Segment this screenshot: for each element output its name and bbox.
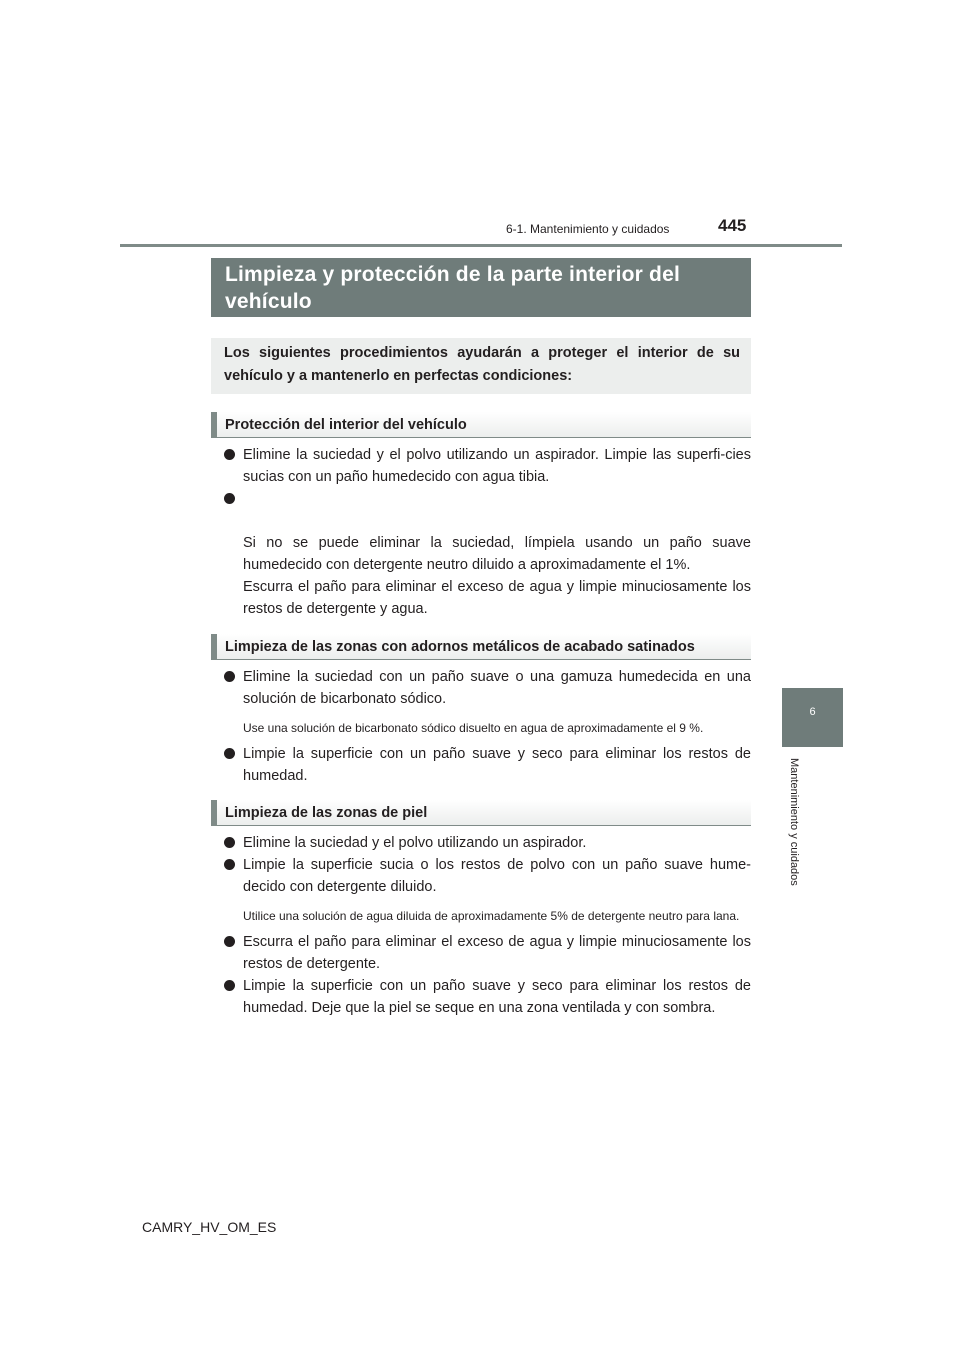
page-number: 445 — [718, 216, 747, 235]
section-heading-leather: Limpieza de las zonas de piel — [211, 800, 751, 826]
list-item-text: Elimine la suciedad y el polvo utilizando un aspirador. Limpie las superfi-cies sucias con un paño humedecido con agua tibia. — [243, 447, 751, 485]
bullet-icon — [224, 449, 235, 460]
list-item-text: Escurra el paño para eliminar el exceso de agua y limpie minuciosamente los restos de detergente. — [243, 934, 751, 972]
list-item — [211, 832, 751, 854]
list-item — [211, 666, 751, 710]
page-title: Limpieza y protección de la parte interior del vehículo — [225, 262, 680, 313]
bullet-list-interior-protection — [211, 444, 751, 620]
chapter-side-label — [786, 758, 806, 908]
bullet-list-leather-2 — [211, 931, 751, 1019]
list-item — [211, 854, 751, 898]
bullet-icon — [224, 980, 235, 991]
list-item-text: Limpie la superficie con un paño suave y seco para eliminar los restos de humedad. Deje que la piel se seque en una zona ventilada y con sombra. — [243, 978, 751, 1016]
bullet-list-satin-metal-2 — [211, 743, 751, 787]
footer-doc-code: CAMRY_HV_OM_ES — [142, 1219, 277, 1235]
section-heading-satin-metal: Limpieza de las zonas con adornos metálicos de acabado satinados — [211, 634, 751, 660]
intro-box: Los siguientes procedimientos ayudarán a proteger el interior de su vehículo y a mantenerlo en perfectas condiciones: — [211, 338, 751, 394]
chapter-tab-number: 6 — [809, 706, 816, 718]
chapter-tab[interactable] — [782, 688, 843, 747]
bullet-icon — [224, 859, 235, 870]
header-section-title: 6-1. Mantenimiento y cuidados — [506, 222, 670, 236]
section-heading-interior-protection: Protección del interior del vehículo — [211, 412, 751, 438]
bullet-icon — [224, 671, 235, 682]
list-item-text: Elimine la suciedad con un paño suave o una gamuza humedecida en una solución de bicarbonato sódico. — [243, 669, 751, 707]
page-title-box — [211, 258, 751, 317]
bullet-icon — [224, 837, 235, 848]
chapter-side-label-text: Mantenimiento y cuidados — [788, 758, 800, 886]
header-divider — [120, 244, 842, 247]
list-item-text: Si no se puede eliminar la suciedad, límpiela usando un paño suave humedecido con detergente neutro diluido a aproximadamente el 1%. Escurra el paño para eliminar el exceso de agua y limpie minuciosamente los restos de detergente y agua. — [243, 535, 751, 617]
list-item-text: Elimine la suciedad y el polvo utilizando un aspirador. — [243, 835, 587, 851]
list-item — [211, 975, 751, 1019]
bullet-icon — [224, 748, 235, 759]
main-content — [211, 258, 751, 1019]
note-text: Use una solución de bicarbonato sódico disuelto en agua de aproximadamente el 9 %. — [243, 721, 704, 735]
bullet-list-satin-metal — [211, 666, 751, 710]
note-text: Utilice una solución de agua diluida de aproximadamente 5% de detergente neutro para lana. — [243, 909, 740, 923]
list-item — [211, 444, 751, 488]
list-item-text: Limpie la superficie sucia o los restos de polvo con un paño suave hume-decido con detergente diluido. — [243, 857, 751, 895]
bullet-icon — [224, 493, 235, 504]
bullet-icon — [224, 936, 235, 947]
list-item — [211, 488, 751, 620]
list-item — [211, 743, 751, 787]
list-item-text: Limpie la superficie con un paño suave y seco para eliminar los restos de humedad. — [243, 746, 751, 784]
bullet-list-leather — [211, 832, 751, 898]
list-item — [211, 931, 751, 975]
